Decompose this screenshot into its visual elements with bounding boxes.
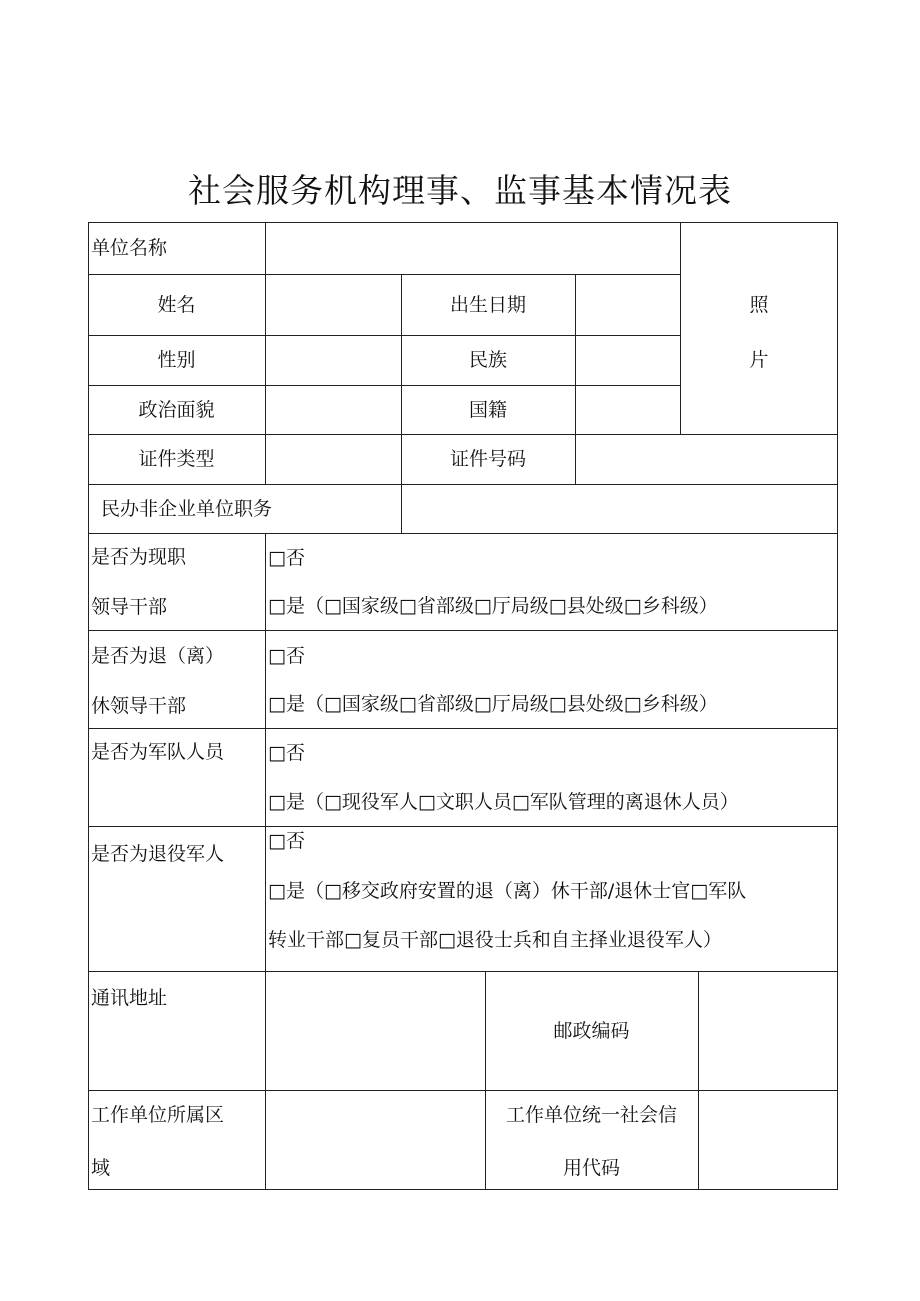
photo-label-2: 片 [749, 349, 769, 371]
credit-code-field[interactable] [699, 1091, 837, 1189]
id-number-field[interactable] [576, 435, 837, 484]
row-line [88, 533, 838, 534]
ethnicity-field[interactable] [576, 336, 679, 385]
table-border-right [837, 222, 838, 1190]
birth-date-label: 出生日期 [449, 294, 526, 316]
political-status-field[interactable] [266, 386, 400, 434]
region-label-2: 域 [91, 1157, 111, 1179]
veteran-option-yes-line1[interactable]: □是（□移交政府安置的退（离）休干部/退休士官□军队 [268, 880, 747, 902]
table-border-bottom [88, 1189, 838, 1190]
current-leader-label-2: 领导干部 [91, 596, 168, 618]
id-number-label: 证件号码 [449, 448, 526, 470]
political-status-label: 政治面貌 [138, 399, 215, 421]
postal-code-label: 邮政编码 [553, 1020, 630, 1042]
ethnicity-label: 民族 [468, 349, 507, 371]
row-line [88, 826, 838, 827]
id-type-label: 证件类型 [138, 448, 215, 470]
org-position-label: 民办非企业单位职务 [101, 498, 273, 520]
military-option-no[interactable]: □否 [268, 742, 305, 764]
id-type-field[interactable] [266, 435, 400, 484]
credit-code-label-2: 用代码 [562, 1157, 620, 1179]
veteran-option-no[interactable]: □否 [268, 830, 305, 852]
row-line [88, 630, 838, 631]
photo-label-1: 照 [749, 294, 769, 316]
gender-field[interactable] [266, 336, 400, 385]
credit-code-label-1: 工作单位统一社会信 [505, 1104, 677, 1126]
retired-leader-label-2: 休领导干部 [91, 695, 187, 717]
col-line [680, 222, 681, 434]
current-leader-option-no[interactable]: □否 [268, 547, 305, 569]
row-line [88, 728, 838, 729]
postal-code-field[interactable] [699, 972, 837, 1090]
veteran-label: 是否为退役军人 [91, 843, 225, 865]
military-label: 是否为军队人员 [91, 741, 225, 763]
form-title: 社会服务机构理事、监事基本情况表 [188, 171, 732, 210]
name-field[interactable] [266, 275, 400, 335]
current-leader-option-yes[interactable]: □是（□国家级□省部级□厅局级□县处级□乡科级） [268, 595, 718, 617]
retired-leader-option-yes[interactable]: □是（□国家级□省部级□厅局级□县处级□乡科级） [268, 693, 718, 715]
nationality-field[interactable] [576, 386, 679, 434]
military-option-yes[interactable]: □是（□现役军人□文职人员□军队管理的离退休人员） [268, 791, 739, 813]
unit-name-field[interactable] [266, 223, 679, 274]
unit-name-label: 单位名称 [91, 237, 168, 259]
gender-label: 性别 [157, 349, 196, 371]
current-leader-label-1: 是否为现职 [91, 546, 187, 568]
region-field[interactable] [266, 1091, 484, 1189]
address-label: 通讯地址 [91, 987, 168, 1009]
name-label: 姓名 [157, 294, 196, 316]
address-field[interactable] [266, 972, 484, 1090]
retired-leader-label-1: 是否为退（离） [91, 645, 225, 667]
nationality-label: 国籍 [468, 399, 507, 421]
row-line [88, 274, 265, 275]
birth-date-field[interactable] [576, 275, 679, 335]
region-label-1: 工作单位所属区 [91, 1104, 225, 1126]
org-position-field[interactable] [402, 485, 837, 533]
retired-leader-option-no[interactable]: □否 [268, 645, 305, 667]
veteran-option-yes-line2: 转业干部□复员干部□退役士兵和自主择业退役军人） [268, 929, 722, 951]
